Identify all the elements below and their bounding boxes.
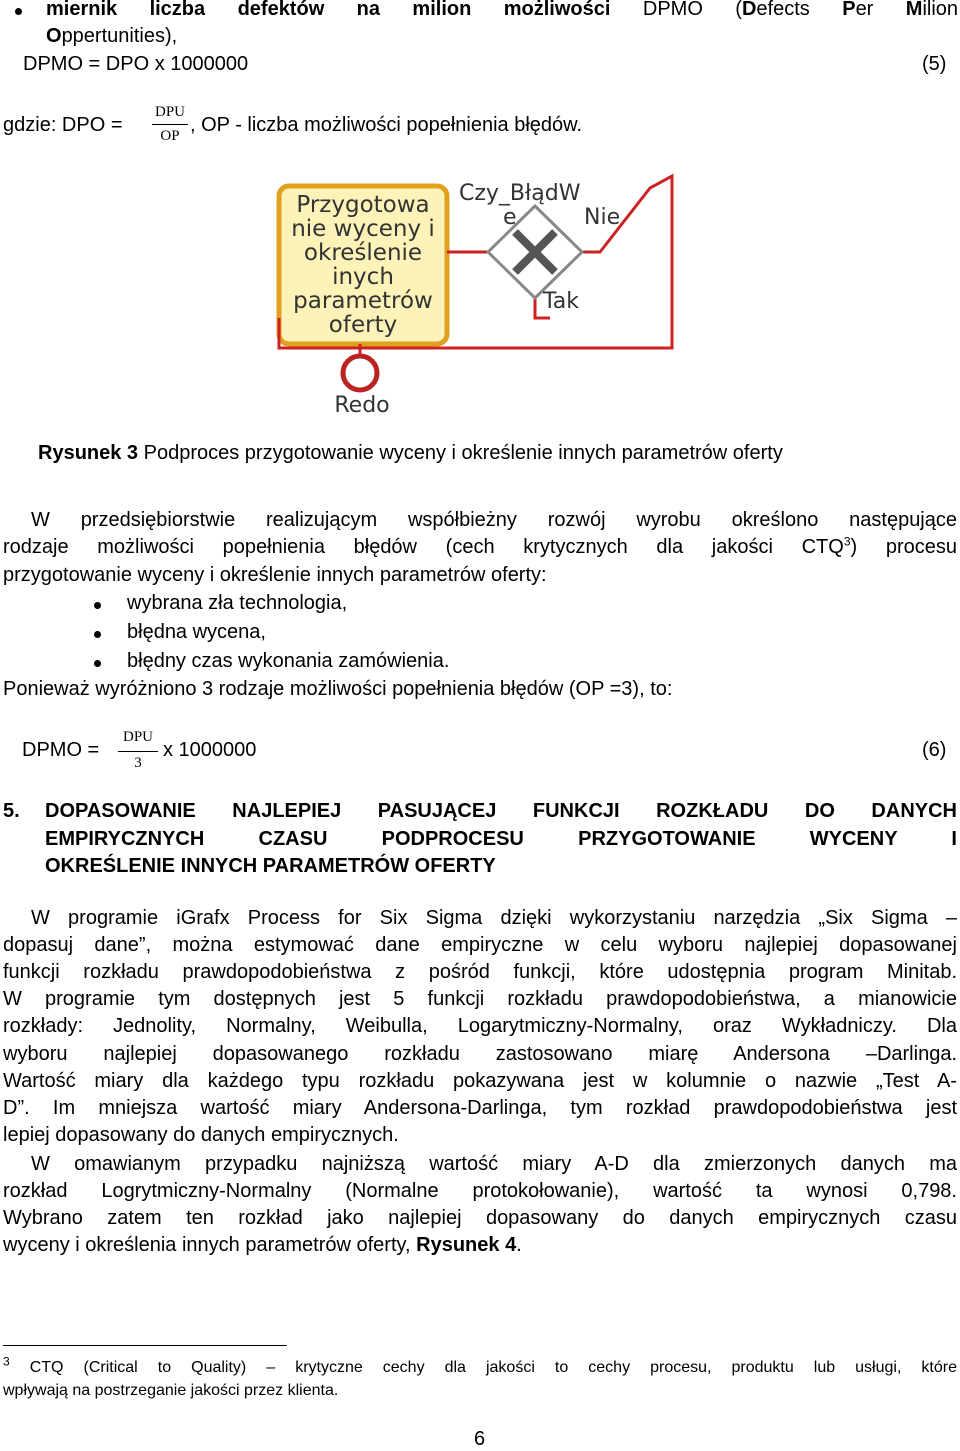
para1-line2 [3,536,957,559]
body-line: W programie tym dostępnych jest 5 funkcji rozkładu prawdopodobieństwa, a mianowicie [3,988,957,1010]
figure-caption [38,442,783,465]
gateway-label-e: e [503,205,517,230]
bullet-icon [94,602,101,609]
gateway-no-label: Nie [584,205,621,230]
footnote-separator [3,1345,287,1346]
dpmo-abbr: DPMO ( [642,0,742,20]
task-label-6: oferty [328,312,398,338]
formula-6-denominator: 3 [134,755,142,771]
flow-line-no [577,176,672,348]
gateway-label: Czy_BłądW [459,181,581,206]
word-efects: efects [756,0,843,20]
list-item: błędny czas wykonania zamówienia. [127,650,450,672]
letter-p: P [842,0,856,20]
letter-o: O [46,25,62,47]
period: . [516,1234,522,1256]
gateway-yes-label: Tak [543,289,580,314]
where-prefix: gdzie: DPO = [3,114,123,136]
word-ilion: ilion [922,0,959,20]
page-number: 6 [474,1428,486,1450]
fraction-numerator: DPU [154,104,185,120]
body-line-last [3,1234,522,1257]
bullet-icon [94,660,101,667]
task-label-5: parametrów [293,288,433,314]
section-heading-line2: EMPIRYCZNYCH CZASU PODPROCESU PRZYGOTOWANIE WYCENY I [45,828,957,850]
body-line: lepiej dopasowany do danych empirycznych. [3,1124,399,1146]
letter-d: D [741,0,757,20]
para1-line2-end: ) procesu [850,536,957,558]
section-heading-line3: OKREŚLENIE INNYCH PARAMETRÓW OFERTY [45,855,496,877]
intro-line-1 [46,0,958,21]
section-number: 5. [3,800,20,822]
body-line-text: wyceny i określenia innych parametrów oferty, [3,1234,417,1256]
body-line: dopasuj dane”, można estymować dane empiryczne w celu wyboru najlepiej dopasowanej [3,934,957,956]
formula-6-left: DPMO = [22,739,100,761]
bullet-icon [15,8,22,15]
letter-m: M [905,0,923,20]
list-item: błędna wycena, [127,621,266,643]
section-heading-line1: DOPASOWANIE NAJLEPIEJ PASUJĄCEJ FUNKCJI ROZKŁADU DO DANYCH [45,800,957,822]
task-label-3: określenie [303,240,423,266]
task-label-4: inych [332,264,394,290]
bullet-icon [94,631,101,638]
formula-6-right: x 1000000 [163,739,257,761]
formula-6-numerator: DPU [122,729,153,745]
footnote-ref: 3 [843,534,851,549]
task-label-2: nie wyceny i [291,216,435,242]
dpmo-term: miernik liczba defektów na milion możliwości [46,0,611,20]
equation-number-5: (5) [922,53,947,75]
body-line: Wartość miary dla każdego typu rozkładu pokazywana jest w kolumnie o nazwie „Test A- [3,1070,957,1092]
end-event [343,356,377,390]
para1-line2-text: rodzaje możliwości popełnienia błędów (cech krytycznych dla jakości CTQ [3,536,844,558]
caption-text: Podproces przygotowanie wyceny i określenie innych parametrów oferty [138,442,783,464]
footnote-line1 [3,1354,957,1377]
para1-line3: przygotowanie wyceny i określenie innych parametrów oferty: [3,564,547,586]
fraction-denominator: OP [160,128,180,144]
where-suffix: , OP - liczba możliwości popełnienia błędów. [190,114,583,136]
body-line: W omawianym przypadku najniższą wartość miary A-D dla zmierzonych danych ma [31,1153,957,1175]
body-line: W programie iGrafx Process for Six Sigma dzięki wykorzystaniu narzędzia „Six Sigma – [31,907,957,929]
word-er: er [855,0,906,20]
formula-5: DPMO = DPO x 1000000 [23,53,249,75]
footnote-text: CTQ (Critical to Quality) – krytyczne cechy dla jakości to cechy procesu, produktu lub usługi, które [9,1359,957,1376]
footnote-mark: 3 [3,1354,10,1369]
body-line: D”. Im mniejsza wartość miary Andersona-Darlinga, tym rozkład prawdopodobieństwa jest [3,1097,957,1119]
caption-label: Rysunek 3 [38,442,139,464]
list-item: wybrana zła technologia, [127,592,348,614]
fraction-bar [152,124,188,125]
body-line: wyboru najlepiej dopasowanego rozkładu zastosowano miarę Andersona –Darlinga. [3,1043,957,1065]
body-line: rozkłady: Jednolity, Normalny, Weibulla, Logarytmiczny-Normalny, oraz Wykładniczy. Dla [3,1015,957,1037]
footnote-line2: wpływają na postrzeganie jakości przez klienta. [3,1382,339,1399]
word-ppertunities: ppertunities), [61,25,178,47]
task-label-1: Przygotowa [296,192,430,218]
subprocess-diagram [0,168,960,428]
body-line: rozkład Logrytmiczny-Normalny (Normalne protokołowanie), wartość ta wynosi 0,798. [3,1180,957,1202]
intro-line-2 [46,25,177,48]
equation-number-6: (6) [922,739,947,761]
para1-line1: W przedsiębiorstwie realizującym współbieżny rozwój wyrobu określono następujące [31,509,957,531]
body-line: funkcji rozkładu prawdopodobieństwa z pośród funkcji, które udostępnia program Minitab. [3,961,957,983]
body-line: Wybrano zatem ten rozkład jako najlepiej dopasowany do danych empirycznych czasu [3,1207,957,1229]
para1-line4: Ponieważ wyróżniono 3 rodzaje możliwości popełnienia błędów (OP =3), to: [3,678,673,700]
end-event-label: Redo [334,393,390,418]
formula-6-fraction-bar [118,751,158,752]
figure-4-ref: Rysunek 4 [416,1234,517,1256]
